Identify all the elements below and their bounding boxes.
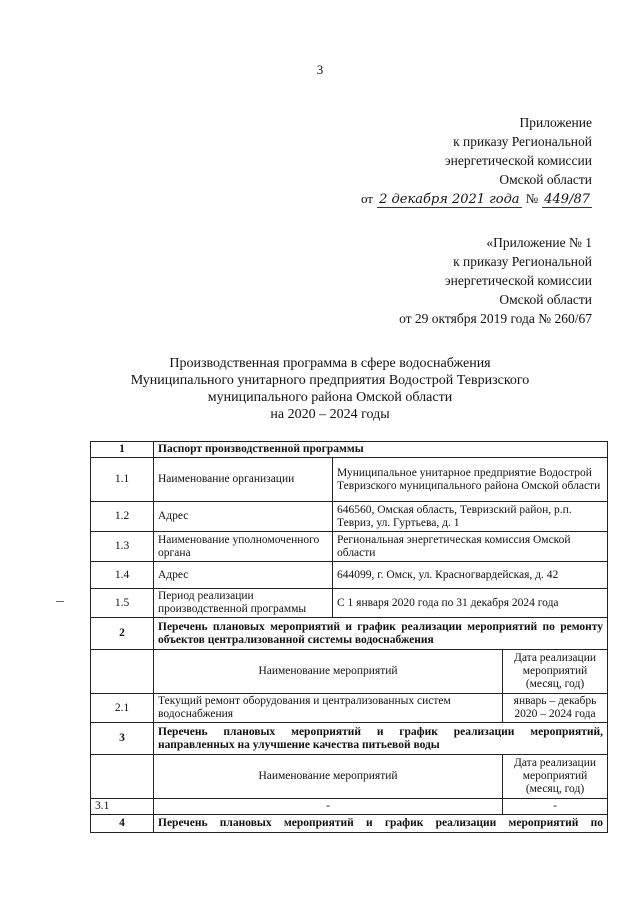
number-prefix: № <box>525 191 539 206</box>
empty-cell <box>91 650 154 694</box>
section-header-row <box>91 618 608 650</box>
row-value: С 1 января 2020 года по 31 декабря 2024 года <box>333 589 608 618</box>
approval-line: энергетической комиссии <box>444 153 592 168</box>
row-name: - <box>154 799 503 815</box>
table-row <box>91 458 608 502</box>
row-label: Наименование уполномоченного органа <box>154 532 333 562</box>
title-line: муниципального района Омской области <box>207 390 453 405</box>
row-value: 644099, г. Омск, ул. Красногвардейская, д. 42 <box>333 562 608 589</box>
section-header-row <box>91 723 608 755</box>
section-header-row <box>91 815 608 833</box>
page-number: 3 <box>316 62 324 77</box>
date-prefix: от <box>360 191 373 206</box>
approval-line: энергетической комиссии <box>444 273 592 288</box>
row-date: - <box>503 799 608 815</box>
table-row <box>91 589 608 618</box>
section-number: 3 <box>91 723 154 755</box>
section-number: 1 <box>91 442 154 458</box>
row-value: 646560, Омская область, Тевризский район, р.п. Тевриз, ул. Гуртьева, д. 1 <box>333 502 608 532</box>
document-title <box>60 355 600 423</box>
handwritten-date: 2 декабря 2021 года <box>379 192 520 207</box>
column-header-date: Дата реализации мероприятий (месяц, год) <box>503 650 608 694</box>
approval-line: Омской области <box>499 172 592 187</box>
table-row <box>91 799 608 815</box>
row-number: 1.3 <box>91 532 154 562</box>
title-line: Муниципального унитарного предприятия Водострой Тевризского <box>130 373 530 388</box>
approval-block <box>361 113 592 209</box>
table-row <box>91 562 608 589</box>
handwritten-number: 449/87 <box>544 192 590 207</box>
approval-line: к приказу Региональной <box>453 254 592 269</box>
section-title: Паспорт производственной программы <box>154 442 608 458</box>
approval-line: от 29 октября 2019 года № 260/67 <box>399 311 592 326</box>
row-label: Адрес <box>154 502 333 532</box>
approval-line: Омской области <box>499 292 592 307</box>
section-header-row <box>91 442 608 458</box>
section-title: Перечень плановых мероприятий и график реализации мероприятий по <box>154 815 608 833</box>
row-number: 1.2 <box>91 502 154 532</box>
column-header-date: Дата реализации мероприятий (месяц, год) <box>503 755 608 799</box>
title-line: Производственная программа в сфере водоснабжения <box>169 356 491 371</box>
table-row <box>91 502 608 532</box>
row-value: Региональная энергетическая комиссия Омской области <box>333 532 608 562</box>
table-row <box>91 694 608 723</box>
row-label: Наименование организации <box>154 458 333 502</box>
column-header-name: Наименование мероприятий <box>154 755 503 799</box>
row-number: 2.1 <box>91 694 154 723</box>
row-number: 3.1 <box>91 799 154 815</box>
empty-cell <box>91 755 154 799</box>
section-title: Перечень плановых мероприятий и график реализации мероприятий, направленных на улучшение качества питьевой воды <box>154 723 608 755</box>
row-label: Период реализации производственной программы <box>154 589 333 618</box>
row-name: Текущий ремонт оборудования и централизованных систем водоснабжения <box>154 694 503 723</box>
approval-line: к приказу Региональной <box>453 134 592 149</box>
row-label: Адрес <box>154 562 333 589</box>
approval-line: «Приложение № 1 <box>486 235 592 250</box>
title-line: на 2020 – 2024 годы <box>270 407 390 422</box>
row-number: 1.5 <box>91 589 154 618</box>
row-number: 1.1 <box>91 458 154 502</box>
row-date: январь – декабрь 2020 – 2024 года <box>503 694 608 723</box>
margin-mark <box>56 601 64 602</box>
column-header-name: Наименование мероприятий <box>154 650 503 694</box>
passport-table <box>90 441 608 833</box>
column-header-row <box>91 650 608 694</box>
column-header-row <box>91 755 608 799</box>
table-row <box>91 532 608 562</box>
section-number: 2 <box>91 618 154 650</box>
approval-date-line <box>361 189 592 209</box>
section-number: 4 <box>91 815 154 833</box>
previous-approval-block <box>399 233 592 328</box>
row-value: Муниципальное унитарное предприятие Водострой Тевризского муниципального района Омской области <box>333 458 608 502</box>
approval-line: Приложение <box>519 115 592 130</box>
row-number: 1.4 <box>91 562 154 589</box>
section-title: Перечень плановых мероприятий и график реализации мероприятий по ремонту объектов централизованной системы водоснабжения <box>154 618 608 650</box>
